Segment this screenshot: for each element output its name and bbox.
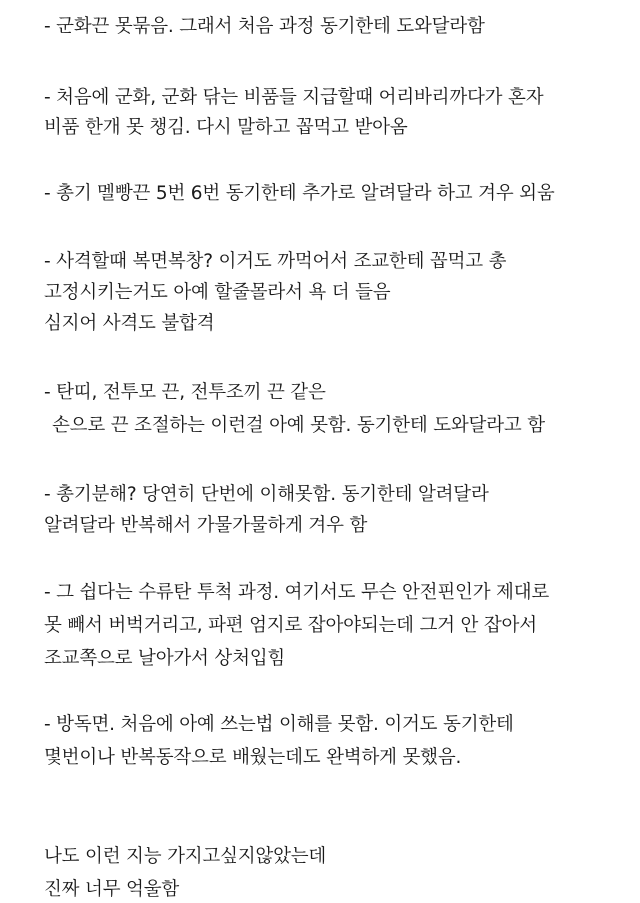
text-line: 진짜 너무 억울함 xyxy=(44,879,180,900)
text-line: 고정시키는거도 아예 할줄몰라서 욕 더 들음 xyxy=(44,282,391,303)
text-line: 알려달라 반복해서 가물가물하게 겨우 함 xyxy=(44,515,368,536)
text-line: 몇번이나 반복동작으로 배웠는데도 완벽하게 못했음. xyxy=(44,747,462,768)
text-line: 심지어 사격도 불합격 xyxy=(44,313,215,334)
text-line: 손으로 끈 조절하는 이런걸 아예 못함. 동기한테 도와달라고 함 xyxy=(52,415,545,436)
text-line: 비품 한개 못 챙김. 다시 말하고 꼽먹고 받아옴 xyxy=(44,117,408,138)
text-line: 못 빼서 버벅거리고, 파편 엄지로 잡아야되는데 그거 안 잡아서 xyxy=(44,615,537,636)
text-line: 조교쪽으로 날아가서 상처입힘 xyxy=(44,648,286,669)
text-line: 나도 이런 지능 가지고싶지않았는데 xyxy=(44,846,327,867)
text-line: - 총기 멜빵끈 5번 6번 동기한테 추가로 알려달라 하고 겨우 외움 xyxy=(44,183,555,204)
text-line: - 처음에 군화, 군화 닦는 비품들 지급할때 어리바리까다가 혼자 xyxy=(44,87,544,108)
text-line: - 방독면. 처음에 아예 쓰는법 이해를 못함. 이거도 동기한테 xyxy=(44,714,514,735)
text-line: - 군화끈 못묶음. 그래서 처음 과정 동기한테 도와달라함 xyxy=(44,16,485,37)
text-line: - 사격할때 복면복창? 이거도 까먹어서 조교한테 꼽먹고 총 xyxy=(44,251,507,272)
text-line: - 탄띠, 전투모 끈, 전투조끼 끈 같은 xyxy=(44,382,326,403)
text-line: - 총기분해? 당연히 단번에 이해못함. 동기한테 알려달라 xyxy=(44,484,489,505)
text-line: - 그 쉽다는 수류탄 투척 과정. 여기서도 무슨 안전핀인가 제대로 xyxy=(44,582,550,603)
